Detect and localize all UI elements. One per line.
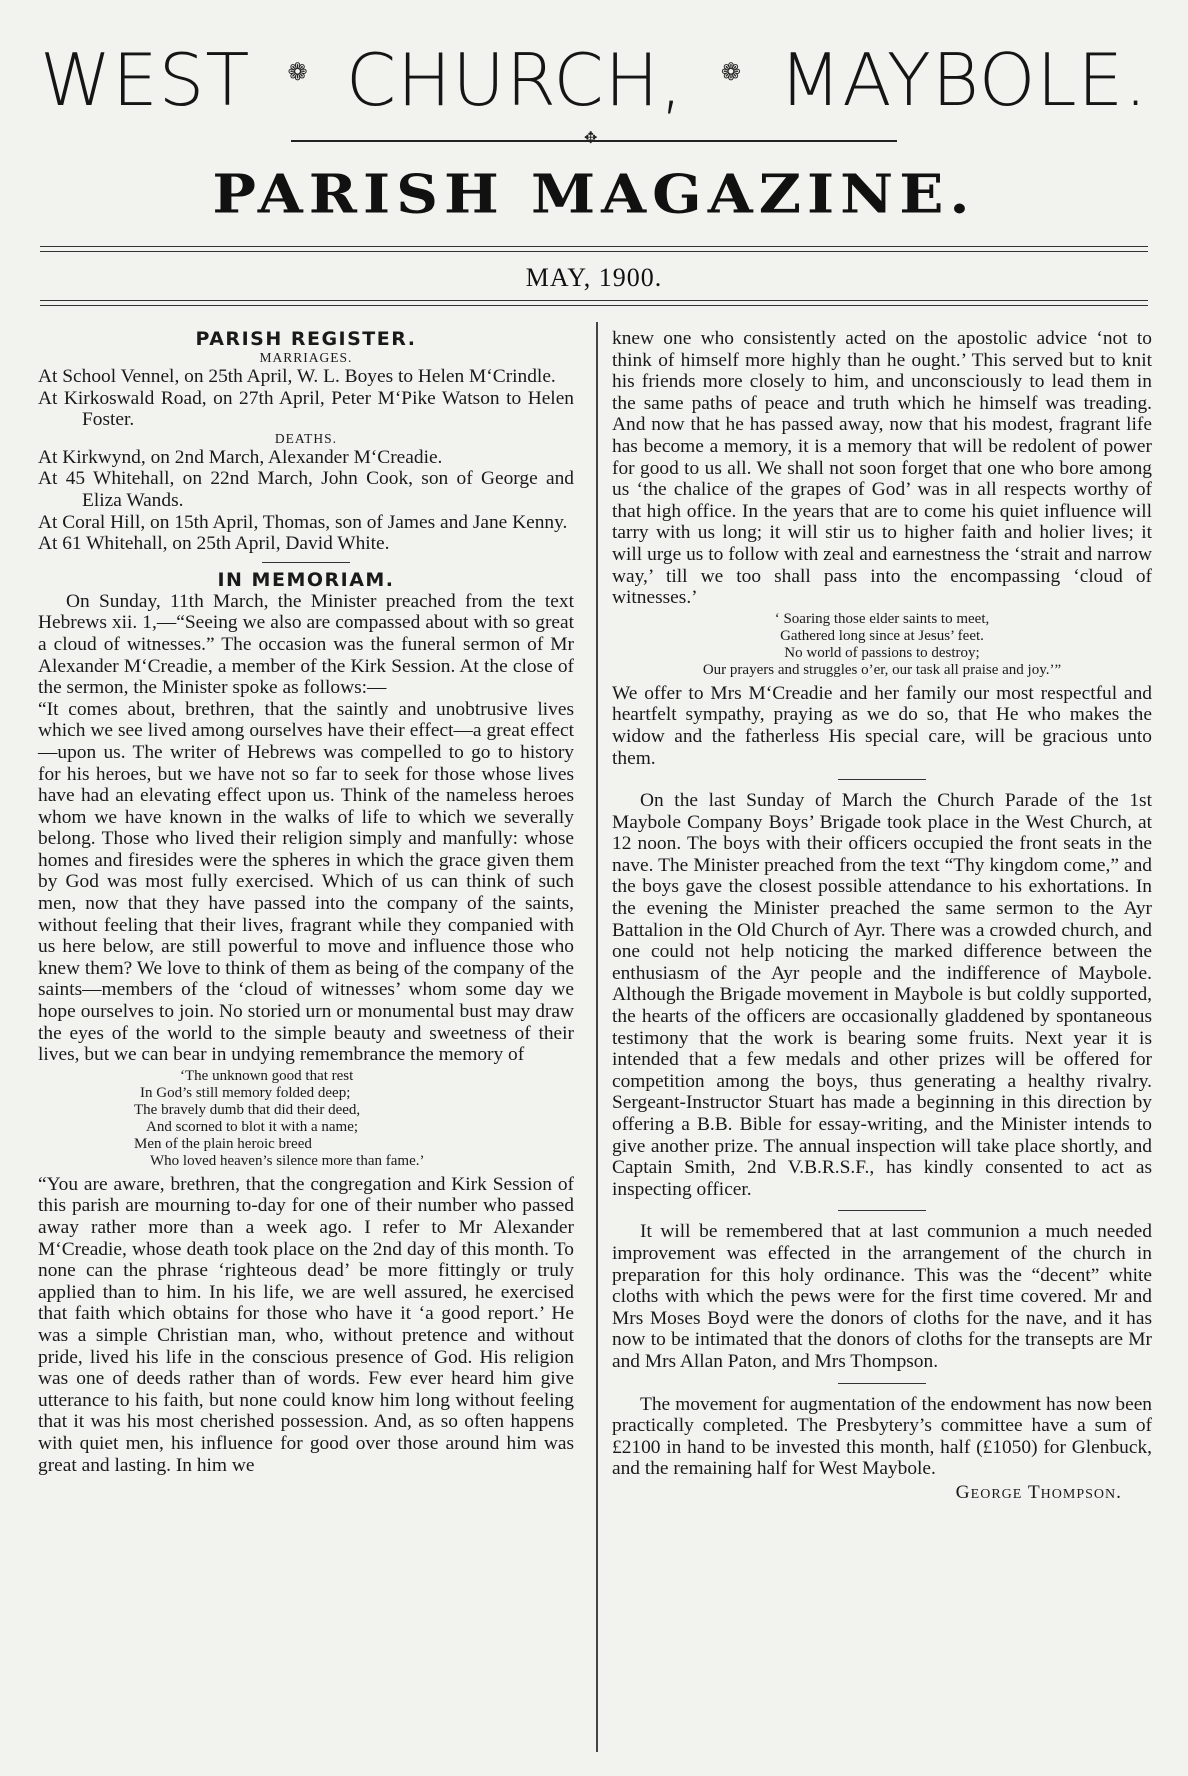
column-divider <box>596 322 598 1752</box>
memoriam-poem <box>38 1068 574 1170</box>
poem-line: No world of passions to destroy; <box>784 644 980 661</box>
register-entry: At School Vennel, on 25th April, W. L. Boyes to Helen M‘Crindle. <box>38 366 556 387</box>
memoriam-paragraph: “It comes about, brethren, that the saintly and unobtrusive lives which we see lived among ourselves have their effect—a great effect—upon us. The writer of Hebrews was compelled to go to history for his heroes, but we have not so far to seek for those whose lives have had an elevating effect upon us. Think of the nameless heroes whom we have known in the walks of life to which we severally belong. Those who lived their religion simply and manfully: whose homes and firesides were the spheres in which the grace given them by God was most fully exercised. Which of us can think of such men, now that they have passed into the company of the saints, without feeling that their lives, fragrant while they companied with us here below, are still powerful to move and influence those who knew them? We love to think of them as being of the company of the saints—members of the ‘cloud of witnesses’ whom some day we hope ourselves to join. No storied urn or monumental bust may draw the eyes of the world to the simple beauty and sweetness of their lives, but we can bear in undying remembrance the memory of <box>38 698 574 1066</box>
rosette-icon: ❁ <box>287 58 309 86</box>
issue-date: MAY, 1900. <box>525 263 663 292</box>
poem-line: The bravely dumb that did their deed, <box>134 1101 361 1118</box>
poem-line: ‘The unknown good that rest <box>180 1067 354 1084</box>
register-entry: At Coral Hill, on 15th April, Thomas, son of James and Jane Kenny. <box>38 511 568 533</box>
header-rule-bottom <box>40 300 1148 306</box>
poem-line: And scorned to blot it with a name; <box>146 1118 359 1135</box>
masthead <box>40 38 1148 122</box>
poem-line: Gathered long since at Jesus’ feet. <box>780 627 984 644</box>
section-divider <box>262 562 350 563</box>
section-divider <box>838 1383 926 1384</box>
magazine-subtitle: PARISH MAGAZINE. <box>212 162 976 226</box>
register-entry: At Kirkwynd, on 2nd March, Alexander M‘Creadie. <box>38 446 443 468</box>
memoriam-title: IN MEMORIAM. <box>217 568 395 591</box>
poem-line: ‘ Soaring those elder saints to meet, <box>774 610 990 627</box>
header-rule-top <box>40 246 1148 252</box>
register-entry: At 61 Whitehall, on 25th April, David White. <box>38 533 390 555</box>
marriages-heading: MARRIAGES. <box>259 350 353 365</box>
poem-line: Our prayers and struggles o’er, our task all praise and joy.’” <box>702 661 1062 678</box>
memoriam-paragraph: We offer to Mrs M‘Creadie and her family our most respectful and heartfelt sympathy, praying as we do so, that He who makes the widow and the fatherless His special care, will be gracious unto them. <box>612 682 1152 769</box>
communion-paragraph: It will be remembered that at last communion a much needed improvement was effected in the arrangement of the church in preparation for this holy ordinance. This was the “decent” white cloths with which the pews were for the first time covered. Mr and Mrs Moses Boyd were the donors of cloths for the nave, and it has now to be intimated that the donors of cloths for the transepts are Mr and Mrs Allan Paton, and Mrs Thompson. <box>612 1221 1152 1372</box>
memoriam-poem <box>612 611 1152 679</box>
memoriam-paragraph: On Sunday, 11th March, the Minister preached from the text Hebrews xii. 1,—“Seeing we also are compassed about with so great a cloud of witnesses.” The occasion was the funeral sermon of Mr Alexander M‘Creadie, a member of the Kirk Session. At the close of the sermon, the Minister spoke as follows:— <box>38 590 574 699</box>
left-column <box>38 328 574 1476</box>
ornament-icon: ✥ <box>584 130 598 147</box>
boys-brigade-paragraph: On the last Sunday of March the Church Parade of the 1st Maybole Company Boys’ Brigade took place in the West Church, at 12 noon. The boys with their officers occupied the front seats in the nave. The Minister preached from the text “Thy kingdom come,” and the boys gave the closest possible attendance to his exhortations. In the evening the Minister preached the same sermon to the Ayr Battalion in the Old Church of Ayr. There was a crowded church, and one could not help noticing the marked difference between the enthusiasm of the Ayr people and the indifference of Maybole. Although the Brigade movement in Maybole is but coldly supported, the hearts of the officers are occasionally gladdened by spontaneous testimony that the work is bearing some fruits. Next year it is intended that a few medals and other prizes will be offered for competition among the boys, thus generating a healthy rivalry. Sergeant-Instructor Stuart has made a beginning in this direction by offering a B.B. Bible for essay-writing, and the Minister intends to give another prize. The annual inspection will take place shortly, and Captain Smith, 2nd V.B.R.S.F., has kindly consented to act as inspecting officer. <box>612 790 1152 1200</box>
right-column <box>612 328 1152 1504</box>
signature: George Thompson. <box>955 1481 1122 1503</box>
memoriam-paragraph: knew one who consistently acted on the apostolic advice ‘not to think of himself more highly than he ought.’ This served but to knit his friends more closely to him, and unconsciously to lead them in the same paths of peace and truth which he himself was treading. And now that he has passed away, now that his modest, fragrant life has become a memory, it is a memory that will be redolent of power for good to us all. We shall not soon forget that one who bore among us ‘the chalice of the grapes of God’ was in all respects worthy of that high office. In the years that are to come his quiet influence will tarry with us long; it will stir us to higher faith and holier lives; it will urge us to follow with zeal and earnestness the ‘strait and narrow way,’ till we too shall pass into the encompassing ‘cloud of witnesses.’ <box>612 328 1152 609</box>
section-divider <box>838 1210 926 1211</box>
masthead-word-west: WEST <box>40 38 251 122</box>
register-entry: At 45 Whitehall, on 22nd March, John Cook, son of George and Eliza Wands. <box>38 468 574 511</box>
rosette-icon: ❁ <box>720 58 742 86</box>
poem-line: Who loved heaven’s silence more than fame.’ <box>150 1152 425 1169</box>
poem-line: In God’s still memory folded deep; <box>140 1084 351 1101</box>
register-title: PARISH REGISTER. <box>195 328 417 350</box>
memoriam-paragraph: “You are aware, brethren, that the congregation and Kirk Session of this parish are mourning to-day for one of their number who passed away rather more than a week ago. I refer to Mr Alexander M‘Creadie, whose death took place on the 2nd day of this month. To none can the phrase ‘righteous dead’ be more fittingly or truly applied than to him. In his life, we are well assured, he exercised that faith which obtains for those who have it ‘a good report.’ He was a simple Christian man, who, without pretence and without pride, lived his life in the conscious presence of God. His religion was one of deeds rather than of words. Few ever heard him give utterance to his faith, but none could know him long without feeling that it was his most cherished possession. And, as so often happens with quiet men, his influence for good over those around him was great and lasting. In him we <box>38 1173 574 1476</box>
poem-line: Men of the plain heroic breed <box>134 1135 312 1152</box>
masthead-word-maybole: MAYBOLE. <box>779 38 1148 122</box>
section-divider <box>838 779 926 780</box>
register-entry: At Kirkoswald Road, on 27th April, Peter M‘Pike Watson to Helen Foster. <box>38 387 574 431</box>
masthead-word-church: CHURCH, <box>345 38 684 122</box>
deaths-heading: DEATHS. <box>274 430 338 446</box>
endowment-paragraph: The movement for augmentation of the endowment has now been practically completed. The Presbytery’s committee have a sum of £2100 in hand to be invested this month, half (£1050) for Glenbuck, and the remaining half for West Maybole. <box>612 1393 1152 1480</box>
